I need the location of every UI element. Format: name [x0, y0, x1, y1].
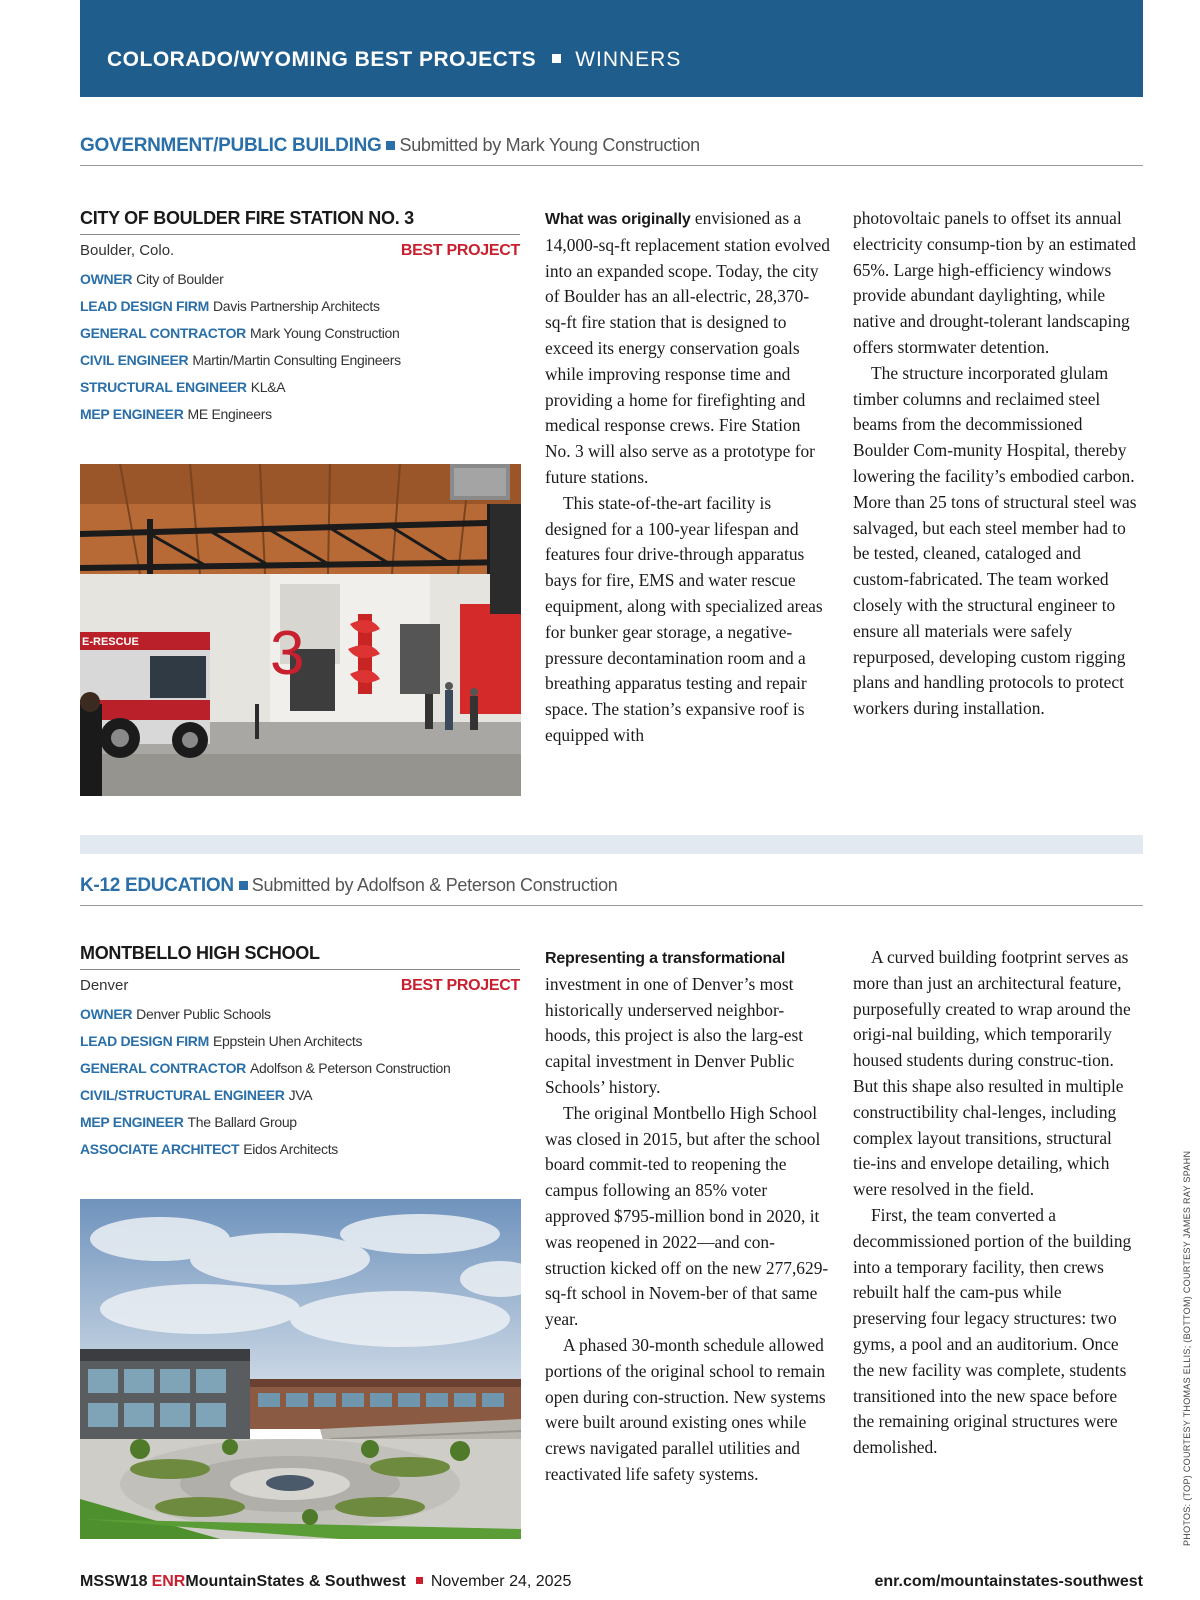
best-project-badge: BEST PROJECT [400, 977, 520, 994]
credit-item [80, 325, 520, 345]
article-lead-in: Representing a transformational [545, 950, 786, 967]
project-location-row [80, 977, 520, 999]
bullet-square-icon [386, 141, 395, 150]
page-number: MSSW18 [80, 1573, 148, 1590]
section-divider [80, 835, 1143, 854]
credit-name: Martin/Martin Consulting Engineers [192, 352, 401, 368]
article-column-4 [853, 945, 1138, 1461]
header-title: COLORADO/WYOMING BEST PROJECTS [107, 48, 537, 71]
header-label: WINNERS [575, 48, 682, 71]
article-paragraph: The original Montbello High School was closed in 2015, but after the school board commit-ted to reopening the campus following an 85% voter approved $795-million bond in 2020, it was reopened in 2022—and con-struction kicked off on the new 277,629-sq-ft school in Novem-ber of that same year. [545, 1102, 829, 1330]
credit-item [80, 1060, 520, 1080]
bay-number-label: 3 [270, 619, 305, 688]
credit-role: GENERAL CONTRACTOR [80, 325, 246, 341]
article-paragraph: A phased 30-month schedule allowed portions of the original school to remain open during con-struction. New systems were built around existing ones while crews navigated parallel utilities and reactivated life safety systems. [545, 1334, 826, 1484]
credit-role: ASSOCIATE ARCHITECT [80, 1141, 240, 1157]
bullet-square-icon [416, 1577, 423, 1584]
credit-role: MEP ENGINEER [80, 1114, 184, 1130]
section-submitted-by: Submitted by Mark Young Construction [399, 135, 700, 155]
enr-logo: ENR [151, 1573, 186, 1590]
article-paragraph: investment in one of Denver’s most historically underserved neighbor-hoods, this project is also the larg-est capital investment in Denver Public Schools’ history. [545, 973, 804, 1097]
footer-url[interactable]: enr.com/mountainstates-southwest [874, 1573, 1143, 1590]
credit-item [80, 1114, 520, 1134]
credit-name: Mark Young Construction [249, 325, 400, 341]
article-paragraph: A curved building footprint serves as more than just an architectural feature, purposefully created to wrap around the origi-nal building, which temporarily housed students during construc-tion. But this shape also resulted in multiple constructibility chal-lenges, including complex layout transitions, structural tie-ins and envelope detailing, which were resolved in the field. [853, 947, 1131, 1200]
credit-role: OWNER [80, 1006, 133, 1022]
credit-name: JVA [288, 1087, 313, 1103]
best-project-badge: BEST PROJECT [400, 242, 520, 259]
credit-name: City of Boulder [136, 271, 224, 287]
credit-name: KL&A [250, 379, 286, 395]
credit-name: Eppstein Uhen Architects [212, 1033, 363, 1049]
project-location-row [80, 242, 520, 264]
project-title: CITY OF BOULDER FIRE STATION NO. 3 [80, 208, 520, 235]
article-column-3 [545, 945, 830, 1488]
section-category: K-12 EDUCATION [80, 875, 234, 896]
credit-name: Eidos Architects [243, 1141, 339, 1157]
credit-item [80, 298, 520, 318]
credit-name: Davis Partnership Architects [212, 298, 380, 314]
bullet-square-icon [552, 54, 561, 63]
credit-role: CIVIL ENGINEER [80, 352, 189, 368]
magazine-name: MountainStates & Southwest [185, 1573, 406, 1590]
credit-item [80, 406, 520, 426]
credit-item [80, 1033, 520, 1053]
article-lead-in: What was originally [545, 211, 691, 228]
credit-item [80, 1006, 520, 1026]
project-info-montbello [80, 943, 520, 1161]
bullet-square-icon [239, 881, 248, 890]
credit-name: Denver Public Schools [136, 1006, 271, 1022]
header-title-row [107, 48, 681, 72]
credit-item [80, 271, 520, 291]
article-paragraph: The structure incorporated glulam timber columns and reclaimed steel beams from the decommissioned Boulder Com-munity Hospital, thereby lowering the facility’s embodied carbon. More than 25 tons of structural steel was salvaged, but each steel member had to be tested, cleaned, cataloged and custom-fabricated. The team worked closely with the structural engineer to ensure all materials were safely repurposed, developing custom rigging plans and handling protocols to protect workers during installation. [853, 362, 1137, 719]
credit-role: OWNER [80, 271, 133, 287]
credits-list [80, 271, 520, 426]
credit-item [80, 379, 520, 399]
credit-name: ME Engineers [187, 406, 272, 422]
article-paragraph: photovoltaic panels to offset its annual electricity consump-tion by an estimated 65%. Large high-efficiency windows provide abundant daylighting, while native and drought-tolerant landscaping offers stormwater detention. [853, 208, 1136, 357]
montbello-school-photo [80, 1199, 521, 1539]
article-paragraph: This state-of-the-art facility is designed for a 100-year lifespan and features four drive-through apparatus bays for fire, EMS and water rescue equipment, along with specialized areas for bunker gear storage, a negative-pressure decontamination room and a breathing apparatus testing and repair space. The station’s expansive roof is equipped with [545, 492, 823, 745]
section-category: GOVERNMENT/PUBLIC BUILDING [80, 135, 382, 156]
credit-role: LEAD DESIGN FIRM [80, 1033, 209, 1049]
credit-role: LEAD DESIGN FIRM [80, 298, 209, 314]
page-footer [80, 1573, 1143, 1595]
credit-item [80, 1141, 520, 1161]
fire-station-photo [80, 464, 521, 796]
article-paragraph: envisioned as a 14,000-sq-ft replacement station evolved into an expanded scope. Today, the city of Boulder has an all-electric, 28,370-sq-ft fire station that is designed to exceed its energy conservation goals while improving response time and providing a home for firefighting and medical response crews. Fire Station No. 3 will also serve as a prototype for future stations. [545, 208, 830, 487]
project-location: Boulder, Colo. [80, 242, 175, 259]
montbello-school-image [80, 1199, 521, 1539]
article-paragraph: First, the team converted a decommissioned portion of the building into a temporary facility, then crews rebuilt half the cam-pus while preserving four legacy structures: two gyms, a pool and an auditorium. Once the new facility was complete, students transitioned into the new space before the remaining original structures were demolished. [853, 1204, 1132, 1458]
project-info-fire-station [80, 208, 520, 426]
credit-name: The Ballard Group [187, 1114, 297, 1130]
credit-role: GENERAL CONTRACTOR [80, 1060, 246, 1076]
project-title: MONTBELLO HIGH SCHOOL [80, 943, 520, 970]
fire-station-image [80, 464, 521, 796]
article-column-2 [853, 206, 1138, 722]
section-heading-government [80, 135, 1143, 166]
credits-list [80, 1006, 520, 1161]
project-location: Denver [80, 977, 129, 994]
photo-credit: PHOTOS: (TOP) COURTESY THOMAS ELLIS; (BOTTOM) COURTESY JAMES RAY SPAHN [1182, 1150, 1192, 1546]
footer-left [80, 1573, 571, 1591]
credit-name: Adolfson & Peterson Construction [249, 1060, 451, 1076]
section-heading-k12 [80, 875, 1143, 906]
credit-role: STRUCTURAL ENGINEER [80, 379, 247, 395]
truck-signage: E-RESCUE [82, 636, 139, 648]
credit-item [80, 1087, 520, 1107]
credit-role: MEP ENGINEER [80, 406, 184, 422]
section-submitted-by: Submitted by Adolfson & Peterson Construction [251, 875, 618, 895]
issue-date: November 24, 2025 [430, 1573, 572, 1590]
credit-role: CIVIL/STRUCTURAL ENGINEER [80, 1087, 285, 1103]
article-column-1 [545, 206, 830, 749]
credit-item [80, 352, 520, 372]
header-banner [80, 0, 1143, 97]
